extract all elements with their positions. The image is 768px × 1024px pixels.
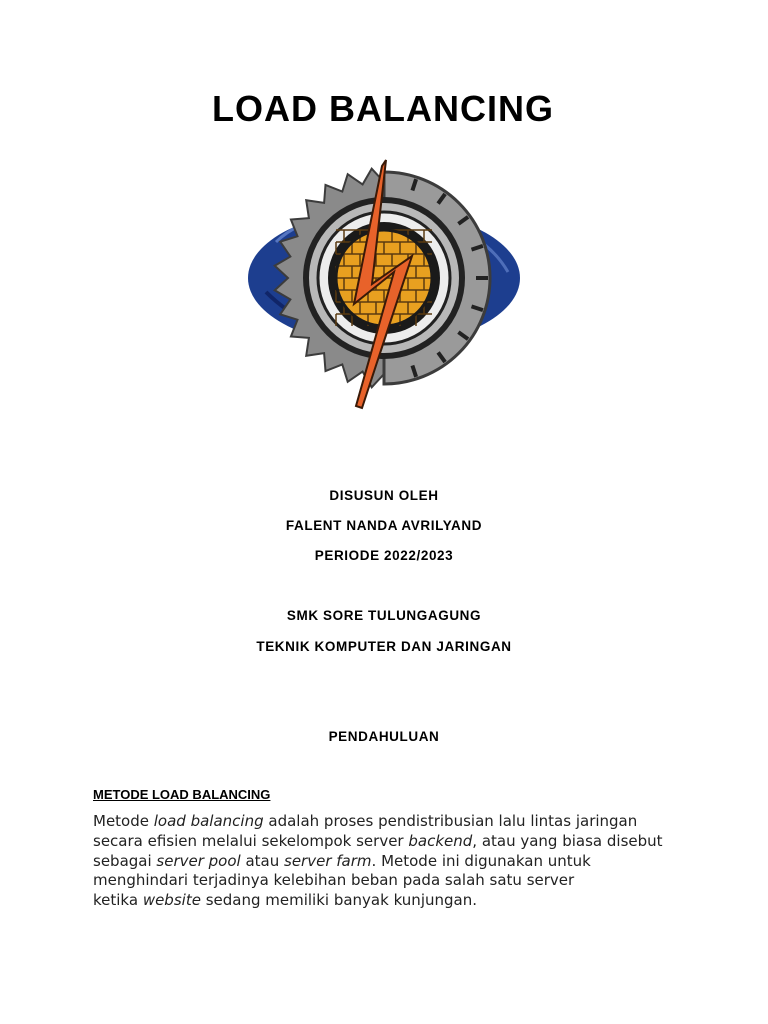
author-label: DISUSUN OLEH: [329, 488, 439, 503]
department-name: TEKNIK KOMPUTER DAN JARINGAN: [256, 639, 512, 654]
section-title: PENDAHULUAN: [328, 729, 440, 744]
school-name: SMK SORE TULUNGAGUNG: [286, 608, 482, 623]
period: PERIODE 2022/2023: [314, 548, 454, 563]
paragraph-line: sebagai server pool atau server farm. Metode ini digunakan untuk: [93, 851, 591, 870]
paragraph-line: ketika website sedang memiliki banyak kunjungan.: [93, 891, 477, 910]
document-title: LOAD BALANCING: [212, 88, 554, 129]
paragraph-line: secara efisien melalui sekelompok server backend, atau yang biasa disebut: [93, 831, 663, 850]
author-name: FALENT NANDA AVRILYAND: [285, 518, 483, 533]
paragraph-line: menghindari terjadinya kelebihan beban pada salah satu server: [93, 871, 575, 890]
paragraph-line: Metode load balancing adalah proses pendistribusian lalu lintas jaringan: [93, 812, 638, 830]
subsection-heading: METODE LOAD BALANCING: [93, 787, 271, 802]
body-paragraph: [93, 812, 693, 911]
school-logo: [236, 152, 532, 416]
